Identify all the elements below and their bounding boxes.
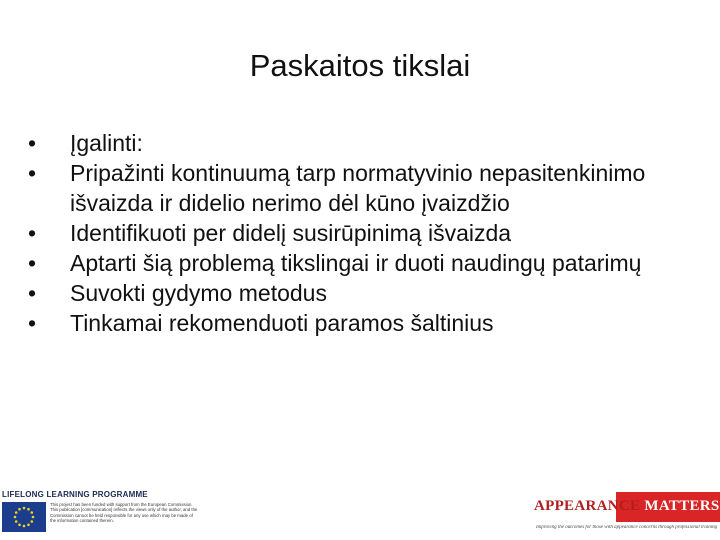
bullet-marker bbox=[28, 278, 48, 308]
bullet-marker bbox=[28, 248, 48, 278]
bullet-text: Įgalinti: bbox=[70, 130, 143, 156]
bullet-item bbox=[28, 128, 688, 158]
bullet-text: Tinkamai rekomenduoti paramos šaltinius bbox=[70, 310, 494, 336]
bullet-text: Pripažinti kontinuumą tarp normatyvinio nepasitenkinimo išvaizda ir didelio nerimo dėl kūno įvaizdžio bbox=[70, 160, 646, 216]
eu-disclaimer-text: This project has been funded with support from the European Commission. This publication [communication] reflects the views only of the author, and the Commission cannot be held responsible for any use which may be made of the information contained therein. bbox=[50, 502, 198, 524]
bullet-item bbox=[28, 158, 688, 218]
logo-word-matters: MATTERS bbox=[644, 498, 720, 514]
bullet-item bbox=[28, 308, 688, 338]
eu-flag-icon bbox=[2, 502, 46, 532]
bullet-item bbox=[28, 278, 688, 308]
bullet-item bbox=[28, 248, 688, 278]
logo-word-appearance: APPEARANCE bbox=[534, 498, 641, 514]
bullet-marker bbox=[28, 158, 48, 188]
bullet-marker bbox=[28, 218, 48, 248]
bullet-list bbox=[28, 128, 688, 338]
bullet-item bbox=[28, 218, 688, 248]
llp-logo-title: LIFELONG LEARNING PROGRAMME bbox=[2, 490, 148, 499]
bullet-marker bbox=[28, 128, 48, 158]
bullet-text: Identifikuoti per didelį susirūpinimą išvaizda bbox=[70, 220, 512, 246]
appearance-matters-wordmark bbox=[530, 492, 720, 522]
eu-flag-field bbox=[2, 502, 46, 532]
logo-tagline: Improving the outcomes for those with appearance concerns through professional training bbox=[536, 525, 718, 530]
lifelong-learning-logo bbox=[0, 490, 200, 540]
bullet-text: Suvokti gydymo metodus bbox=[70, 280, 327, 306]
bullet-text: Aptarti šią problemą tikslingai ir duoti naudingų patarimų bbox=[70, 250, 642, 276]
slide-title: Paskaitos tikslai bbox=[249, 48, 471, 83]
appearance-matters-logo bbox=[530, 492, 720, 538]
bullet-marker bbox=[28, 308, 48, 338]
